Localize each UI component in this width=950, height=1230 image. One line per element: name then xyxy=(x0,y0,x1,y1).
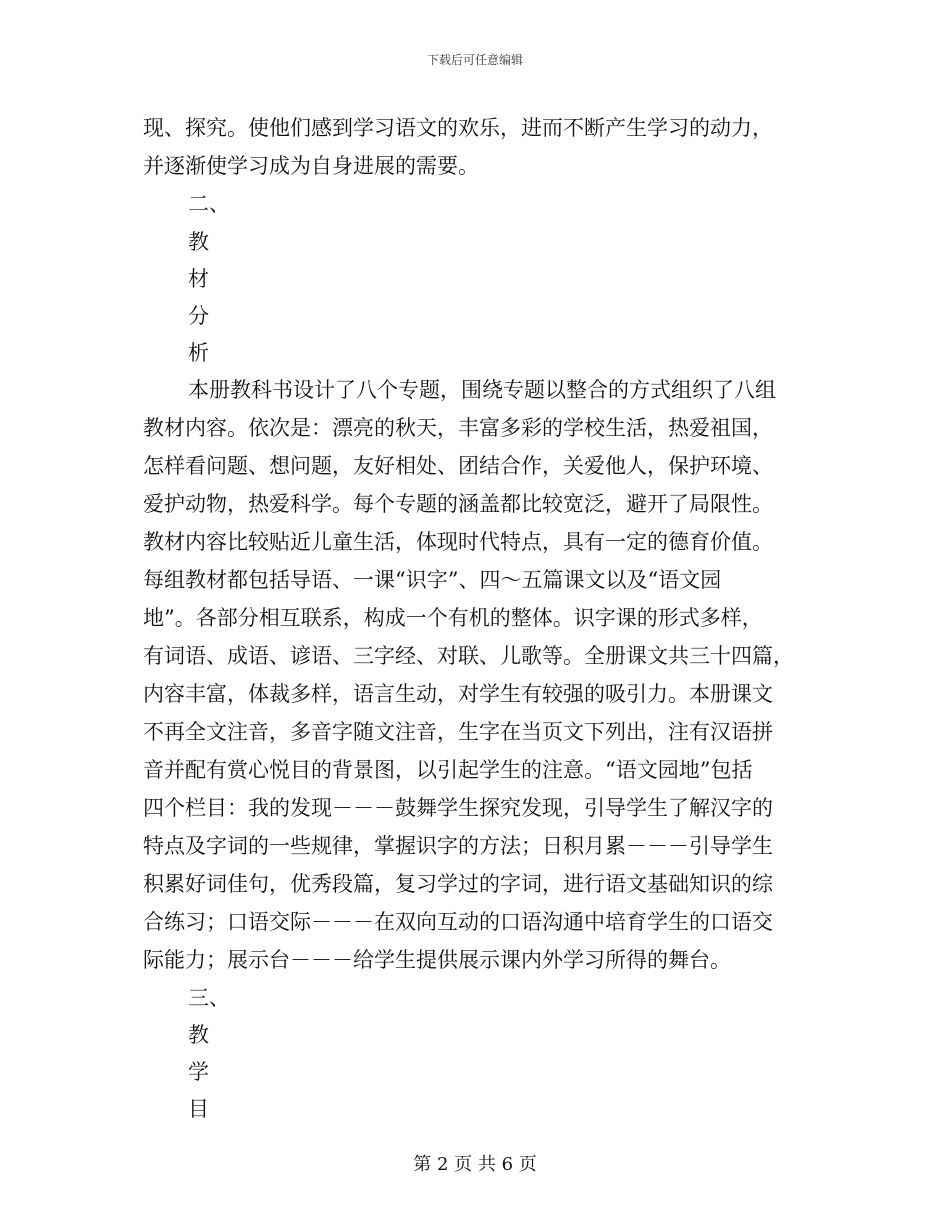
paragraph-line: 不再全文注音，多音字随文注音，生字在当页文下列出，注有汉语拼 xyxy=(143,720,773,744)
paragraph-line: 四个栏目：我的发现－－－鼓舞学生探究发现，引导学生了解汉字的 xyxy=(143,796,773,820)
section-2-heading-line: 析 xyxy=(188,341,209,365)
section-2-heading-line: 教 xyxy=(188,230,209,254)
paragraph-line: 积累好词佳句，优秀段篇，复习学过的字词，进行语文基础知识的综 xyxy=(143,872,773,896)
section-2-heading-line: 材 xyxy=(188,267,209,291)
section-3-heading-line: 三、 xyxy=(188,986,230,1010)
section-3-heading-line: 学 xyxy=(188,1060,209,1084)
paragraph-line: 特点及字词的一些规律，掌握识字的方法；日积月累－－－引导学生 xyxy=(143,834,773,858)
paragraph-line: 合练习；口语交际－－－在双向互动的口语沟通中培育学生的口语交 xyxy=(143,910,773,934)
section-3-heading-line: 教 xyxy=(188,1023,209,1047)
paragraph-line: 怎样看问题、想问题，友好相处、团结合作，关爱他人，保护环境、 xyxy=(143,454,773,478)
section-3-heading-line: 目 xyxy=(188,1097,209,1121)
section-2-heading-line: 二、 xyxy=(188,192,230,216)
paragraph-line: 本册教科书设计了八个专题，围绕专题以整合的方式组织了八组 xyxy=(188,378,776,402)
paragraph-line: 地”。各部分相互联系，构成一个有机的整体。识字课的形式多样， xyxy=(143,606,763,630)
paragraph-line: 际能力；展示台－－－给学生提供展示课内外学习所得的舞台。 xyxy=(143,948,731,972)
section-2-heading-line: 分 xyxy=(188,304,209,328)
paragraph-line: 教材内容比较贴近儿童生活，体现时代特点，具有一定的德育价值。 xyxy=(143,530,773,554)
intro-line: 并逐渐使学习成为自身进展的需要。 xyxy=(143,154,479,178)
intro-line: 现、探究。使他们感到学习语文的欢乐，进而不断产生学习的动力， xyxy=(143,116,773,140)
page-number-footer: 第 2 页 共 6 页 xyxy=(413,1154,537,1175)
paragraph-line: 教材内容。依次是：漂亮的秋天，丰富多彩的学校生活，热爱祖国， xyxy=(143,416,773,440)
paragraph-line: 每组教材都包括导语、一课“识字”、四～五篇课文以及“语文园 xyxy=(143,568,722,592)
paragraph-line: 音并配有赏心悦目的背景图，以引起学生的注意。“语文园地”包括 xyxy=(143,758,753,782)
paragraph-line: 内容丰富，体裁多样，语言生动，对学生有较强的吸引力。本册课文 xyxy=(143,682,773,706)
paragraph-line: 有词语、成语、谚语、三字经、对联、儿歌等。全册课文共三十四篇， xyxy=(143,644,794,668)
paragraph-line: 爱护动物，热爱科学。每个专题的涵盖都比较宽泛，避开了局限性。 xyxy=(143,492,773,516)
page-header: 下载后可任意编辑 xyxy=(426,53,523,67)
